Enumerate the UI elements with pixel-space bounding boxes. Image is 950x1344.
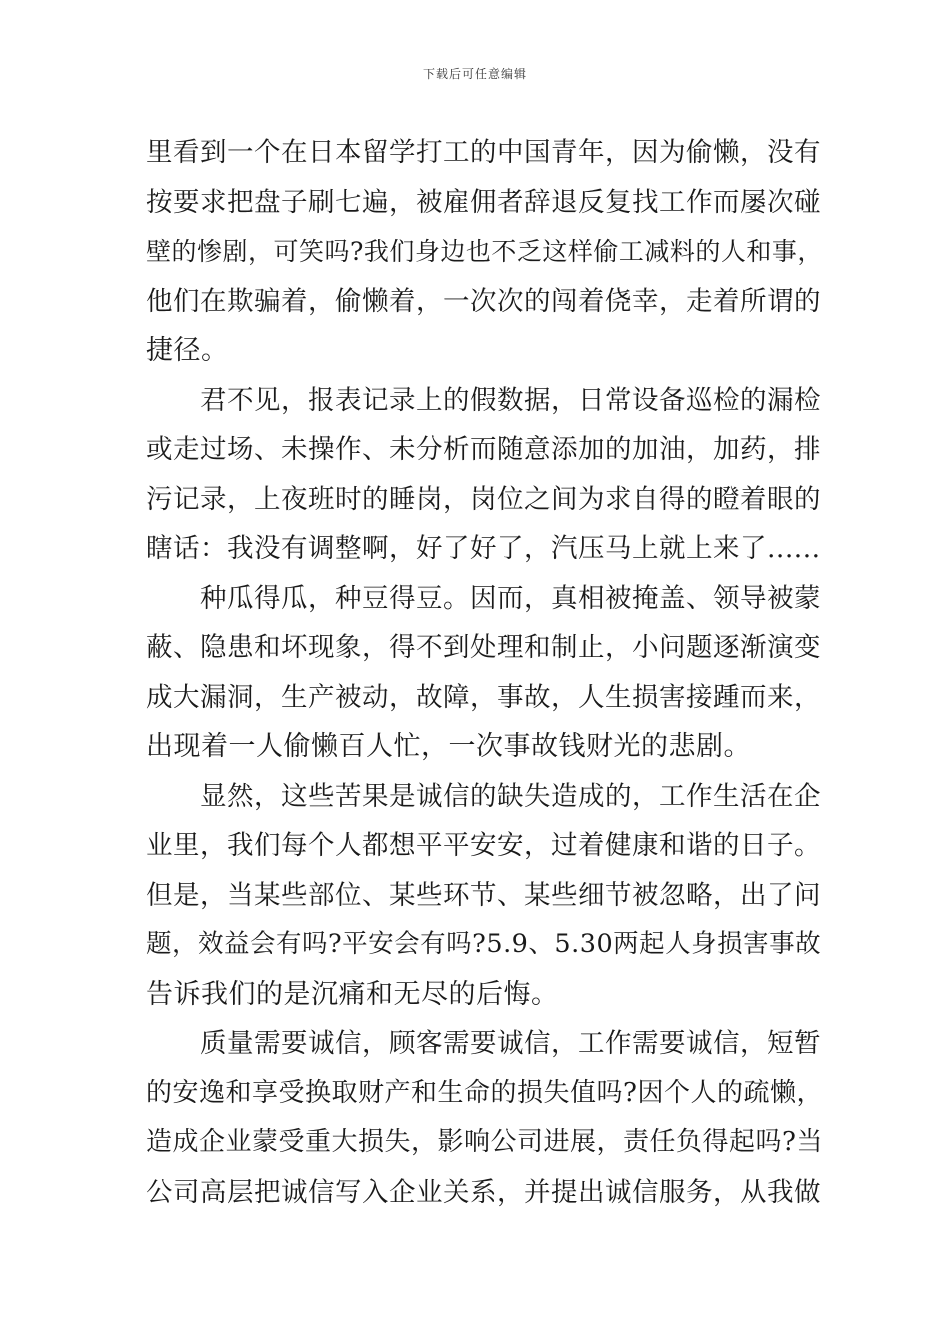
paragraph-first-line: 君不见，报表记录上的假数据，日常设备巡检的漏检 (200, 384, 821, 416)
text-line: 污记录，上夜班时的睡岗，岗位之间为求自得的瞪着眼的 (146, 483, 821, 515)
paragraph-first-line: 显然，这些苦果是诚信的缺失造成的，工作生活在企 (200, 780, 821, 812)
text-line: 但是，当某些部位、某些环节、某些细节被忽略，出了问 (146, 879, 821, 911)
text-line: 业里，我们每个人都想平平安安，过着健康和谐的日子。 (146, 830, 821, 861)
page-header: 下载后可任意编辑 (422, 67, 527, 81)
text-line: 出现着一人偷懒百人忙，一次事故钱财光的悲剧。 (146, 731, 751, 762)
document-body (146, 128, 826, 1217)
text-line: 或走过场、未操作、未分析而随意添加的加油，加药，排 (146, 434, 821, 465)
text-line: 告诉我们的是沉痛和无尽的后悔。 (146, 978, 559, 1010)
text-line: 题，效益会有吗?平安会有吗?5.9、5.30两起人身损害事故 (146, 929, 822, 959)
text-line: 成大漏洞，生产被动，故障，事故，人生损害接踵而来， (146, 681, 821, 713)
paragraph-first-line: 质量需要诚信，顾客需要诚信，工作需要诚信，短暂 (200, 1028, 821, 1059)
text-line: 里看到一个在日本留学打工的中国青年，因为偷懒，没有 (146, 137, 821, 168)
text-line: 的安逸和享受换取财产和生命的损失值吗?因个人的疏懒， (146, 1077, 823, 1108)
text-line: 按要求把盘子刷七遍，被雇佣者辞退反复找工作而屡次碰 (146, 186, 821, 218)
text-line: 捷径。 (146, 335, 229, 366)
text-line: 造成企业蒙受重大损失，影响公司进展，责任负得起吗?当 (146, 1127, 823, 1157)
text-line: 蔽、隐患和坏现象，得不到处理和制止，小问题逐渐演变 (146, 632, 821, 663)
paragraph-first-line: 种瓜得瓜，种豆得豆。因而，真相被掩盖、领导被蒙 (200, 582, 821, 614)
text-line: 壁的惨剧，可笑吗?我们身边也不乏这样偷工减料的人和事， (146, 237, 823, 266)
text-line: 公司高层把诚信写入企业关系，并提出诚信服务，从我做 (146, 1176, 821, 1208)
text-line: 瞎话：我没有调整啊，好了好了，汽压马上就上来了...... (146, 533, 821, 564)
text-line: 他们在欺骗着，偷懒着，一次次的闯着侥幸，走着所谓的 (146, 285, 821, 317)
